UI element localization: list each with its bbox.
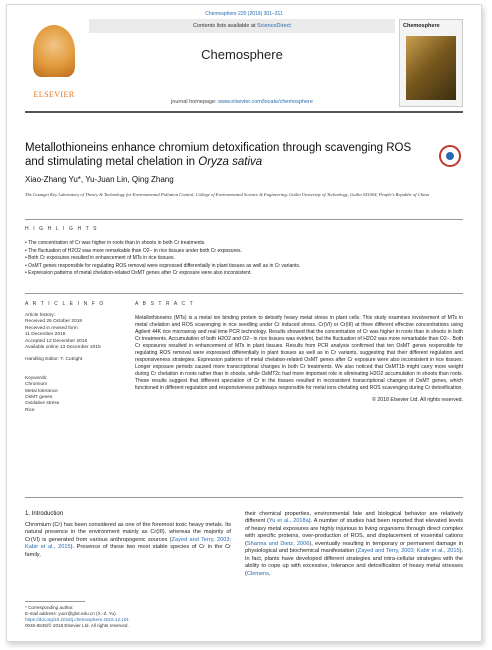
journal-header-box: [89, 19, 395, 107]
journal-title: Chemosphere: [201, 47, 283, 62]
article-info-heading: A R T I C L E I N F O: [25, 301, 105, 307]
history-entry: 11 December 2018: [25, 332, 66, 338]
issn-line: 0045-6535/© 2018 Elsevier Ltd. All rights reserved.: [25, 623, 129, 628]
header-divider: [25, 111, 463, 113]
sciencedirect-link[interactable]: ScienceDirect: [256, 23, 291, 29]
handling-editor: Handling Editor: T. Cutright: [25, 357, 83, 363]
highlight-item: • The fluctuation of H2O2 was more remarkable than O2− in rice tissues under both Cr exposures.: [25, 248, 463, 256]
keyword[interactable]: Rice: [25, 407, 35, 413]
keyword[interactable]: Oxidative stress: [25, 401, 60, 407]
cover-image: [406, 36, 456, 100]
title-species: Oryza sativa: [198, 156, 263, 168]
article-info: [25, 301, 121, 414]
highlights-list: [25, 240, 463, 278]
history-entry: Received 25 October 2018: [25, 319, 83, 325]
keywords-label: Keywords:: [25, 375, 48, 381]
footnote-rule: [25, 601, 85, 602]
body-text: their chemical properties, environmental fate and biological behavior are relatively different (Yu et al., 2018a). A number of studies had been reported that elevated levels of heavy metal exposures are highly injurious to living organisms through direct complex with specific proteins, over-production of ROS, and displacement of essential cations (Sharma and Dietz, 2006), eventually resulting in temporary or permanent damage in physiological and biochemical manifestation (Zayed and Terry, 2003; Kabir et al., 2015). In fact, plants have developed different strategies and intra-cellular strategies with the ability to cope up with excessive, tolerance and detoxification of heavy metal stresses (Clemens,: [245, 511, 463, 577]
publisher-name: ELSEVIER: [33, 90, 75, 99]
abstract-heading: A B S T R A C T: [135, 301, 195, 307]
cover-title: Chemosphere: [403, 23, 440, 29]
abstract-text: Metallothioneins (MTs) is a metal ion binding protein to detoxify heavy metal stress in plant cells. This study examines involvement of MTs in metal chelation and ROS scavenging in rice seedling under Cr induced stress. Cr(VI) or Cr(III) at three different effective concentrations using Agilent 44K rice microarray and real time PCR technology. Results showed that the concentration of Cr was higher in roots than in shoots in both Cr treatments. Accumulation of both H2O2 and O2− in rice tissues was evident, but the fluctuation of H2O2 was more remarkable than O2−. Both Cr exposures resulted in enhancement of MTs in plant tissues. Results from PCR analysis confirmed that ten OsMT genes responsible for regulating ROS removal were expressed differentially in plant tissues as well as in Cr variants, suggesting that their different regulation and responsiveness strategies. Expression patterns of metal chelation-related OsMT genes after Cr exposure were also inconsistent in rice tissues. Longer exposure periods caused more transcriptional changes in both Cr treatments. We also noticed that OsMT1b might carry more weight during Cr chelation in roots rather than in shoots, while OsMT2c had more important role in eliminating H2O2 accumulation in shoots than roots. These results suggest that different speciation of Cr in the tissues resulted in inconsistent transcriptional changes of OsMT genes, which functioned in different regulation and responsiveness pathways responsible for metal ions chelating and ROS scavenging during Cr detoxification.: [135, 315, 463, 392]
elsevier-logo: [25, 25, 83, 105]
homepage-prefix: journal homepage:: [171, 99, 219, 105]
article-title: [25, 141, 421, 169]
article-page: [6, 4, 482, 642]
author-email[interactable]: E-mail address: yuxz@glut.edu.cn (X.-Z. Yu).: [25, 611, 117, 616]
introduction-section: [25, 511, 231, 559]
elsevier-tree-icon: [33, 25, 75, 77]
history-entry: Received in revised form: [25, 325, 78, 331]
crossmark-icon[interactable]: [439, 145, 461, 167]
body-right-column: [245, 511, 463, 578]
citation-link[interactable]: Clemens,: [246, 570, 271, 577]
abstract-section: [135, 301, 463, 403]
highlight-item: • Both Cr exposures resulted in enhancement of MTs in rice tissues.: [25, 255, 463, 263]
journal-citation[interactable]: Chemosphere 220 (2019) 301–311: [205, 11, 283, 17]
keyword[interactable]: OsMT genes: [25, 395, 53, 401]
contents-prefix: Contents lists available at: [193, 23, 257, 29]
highlights-section: [25, 226, 463, 278]
corresponding-author: * Corresponding author.: [25, 605, 74, 610]
highlights-top-rule: [25, 219, 463, 220]
homepage-link[interactable]: www.elsevier.com/locate/chemosphere: [218, 99, 313, 105]
citation-link[interactable]: Zayed and Terry, 2003; Kabir et al., 2015: [357, 548, 460, 555]
contents-bar: [89, 19, 395, 33]
highlights-heading: H I G H L I G H T S: [25, 226, 99, 232]
introduction-heading: 1. Introduction: [25, 511, 64, 517]
citation-link[interactable]: Sharma and Dietz, 2006: [246, 540, 310, 547]
history-label: Article history:: [25, 313, 56, 318]
highlight-item: • OsMT genes responsible for regulating ROS removal were expressed differentially in plant tissues as well as in Cr variants.: [25, 263, 463, 271]
journal-masthead: [25, 19, 463, 107]
history-entry: Accepted 12 December 2018: [25, 338, 88, 344]
highlight-item: • Expression patterns of metal chelation-related OsMT genes after Cr exposure were also inconsistent.: [25, 270, 463, 278]
introduction-text: Chromium (Cr) has been considered as one of the foremost toxic heavy metals. Its natural presence in the environment mainly as Cr(III), whereas the majority of Cr(VI) is generated from various anthropogenic sources (Zayed and Terry, 2003; Kabir et al., 2015). Presence of these two most stable species of Cr in the Cr family,: [25, 522, 231, 558]
author-list[interactable]: Xiao-Zhang Yu*, Yu-Juan Lin, Qing Zhang: [25, 175, 174, 184]
journal-cover: [399, 19, 463, 107]
citation-link[interactable]: Yu et al., 2018a: [268, 518, 309, 525]
citation-link[interactable]: Zayed and Terry, 2003; Kabir et al., 2015: [25, 536, 231, 551]
history-entry: Available online 13 December 2018: [25, 345, 101, 351]
highlight-item: • The concentration of Cr was higher in roots than in shoots in both Cr treatments.: [25, 240, 463, 248]
title-text: Metallothioneins enhance chromium detoxification through scavenging ROS and stimulating metal chelation in: [25, 142, 412, 168]
footnote: [25, 601, 231, 629]
info-top-rule: [25, 293, 463, 294]
keyword[interactable]: Chromium: [25, 382, 48, 388]
keyword[interactable]: Metal tolerance: [25, 388, 58, 394]
journal-homepage: [89, 99, 395, 105]
affiliation: The Guangxi Key Laboratory of Theory & Technology for Environmental Pollution Control, College of Environmental Science & Engineering, Guilin University of Technology, Guilin 541004, People's Republic of China: [25, 192, 429, 197]
body-top-rule: [25, 497, 463, 498]
abstract-copyright: © 2018 Elsevier Ltd. All rights reserved.: [372, 396, 463, 403]
doi-link[interactable]: https://doi.org/10.1016/j.chemosphere.2018.12.101: [25, 617, 129, 622]
